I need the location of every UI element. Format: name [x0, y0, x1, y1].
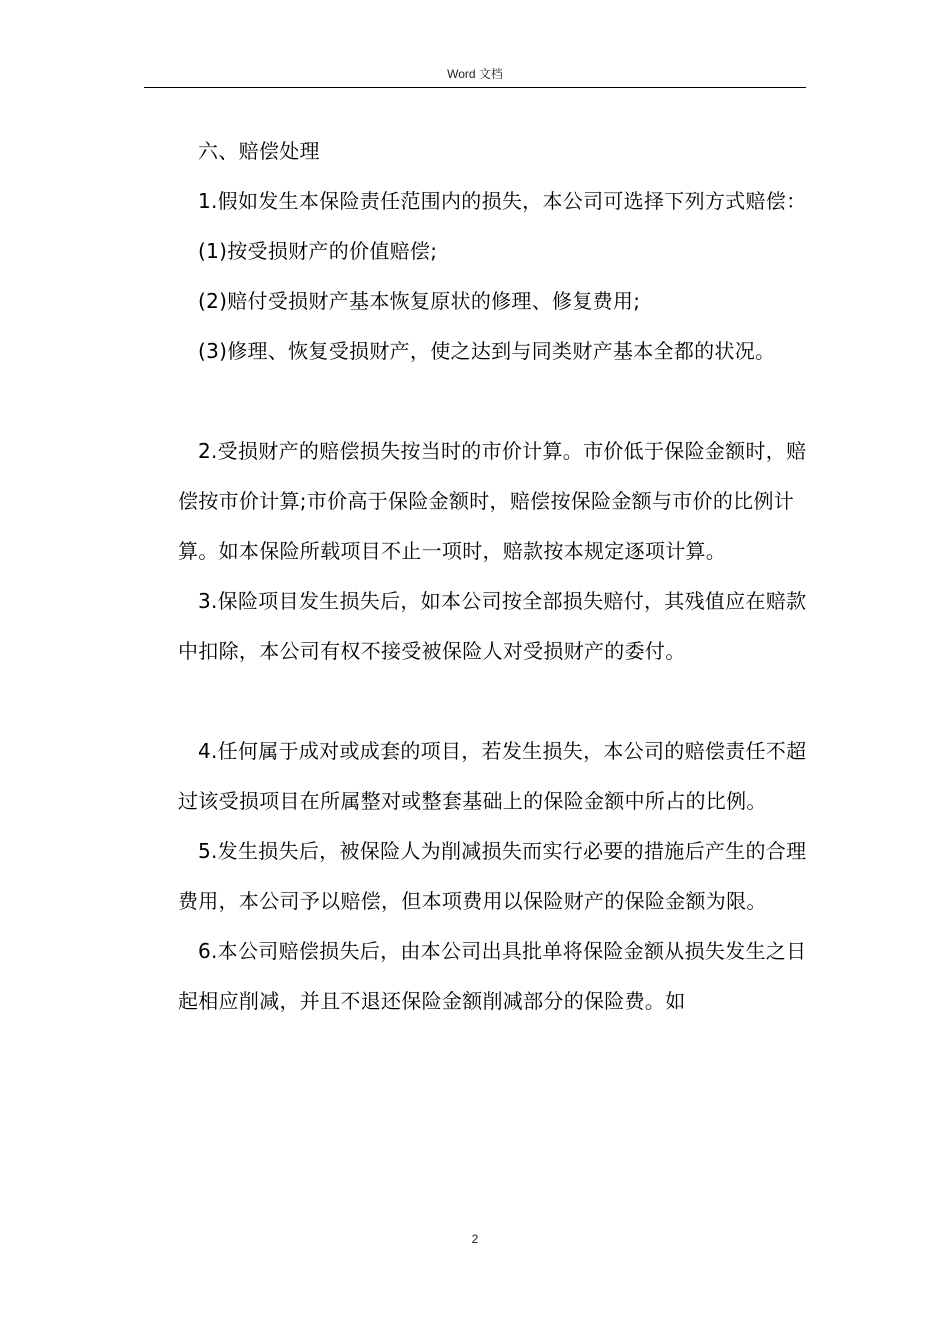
paragraph-option-1: (1)按受损财产的价值赔偿; [198, 239, 438, 263]
header-divider [144, 87, 806, 88]
paragraph-clause-1: 1.假如发生本保险责任范围内的损失，本公司可选择下列方式赔偿： [198, 189, 807, 213]
document-body [178, 126, 818, 1026]
paragraph-clause-6: 6.本公司赔偿损失后，由本公司出具批单将保险金额从损失发生之日起相应削减，并且不退还保险金额削减部分的保险费。如 [178, 939, 807, 1013]
paragraph-option-2: (2)赔付受损财产基本恢复原状的修理、修复费用; [198, 289, 641, 313]
paragraph-clause-3: 3.保险项目发生损失后，如本公司按全部损失赔付，其残值应在赔款中扣除，本公司有权不接受被保险人对受损财产的委付。 [178, 589, 807, 663]
paragraph-option-3: (3)修理、恢复受损财产，使之达到与同类财产基本全都的状况。 [198, 339, 776, 363]
paragraph-clause-2: 2.受损财产的赔偿损失按当时的市价计算。市价低于保险金额时，赔偿按市价计算;市价高于保险金额时，赔偿按保险金额与市价的比例计算。如本保险所载项目不止一项时，赔款按本规定逐项计算。 [178, 439, 807, 563]
paragraph-clause-4: 4.任何属于成对或成套的项目，若发生损失，本公司的赔偿责任不超过该受损项目在所属整对或整套基础上的保险金额中所占的比例。 [178, 739, 807, 813]
page-number: 2 [471, 1232, 479, 1246]
section-heading: 六、赔偿处理 [198, 139, 320, 163]
paragraph-clause-5: 5.发生损失后，被保险人为削减损失而实行必要的措施后产生的合理费用，本公司予以赔偿，但本项费用以保险财产的保险金额为限。 [178, 839, 807, 913]
page-header-title: Word 文档 [447, 67, 503, 81]
